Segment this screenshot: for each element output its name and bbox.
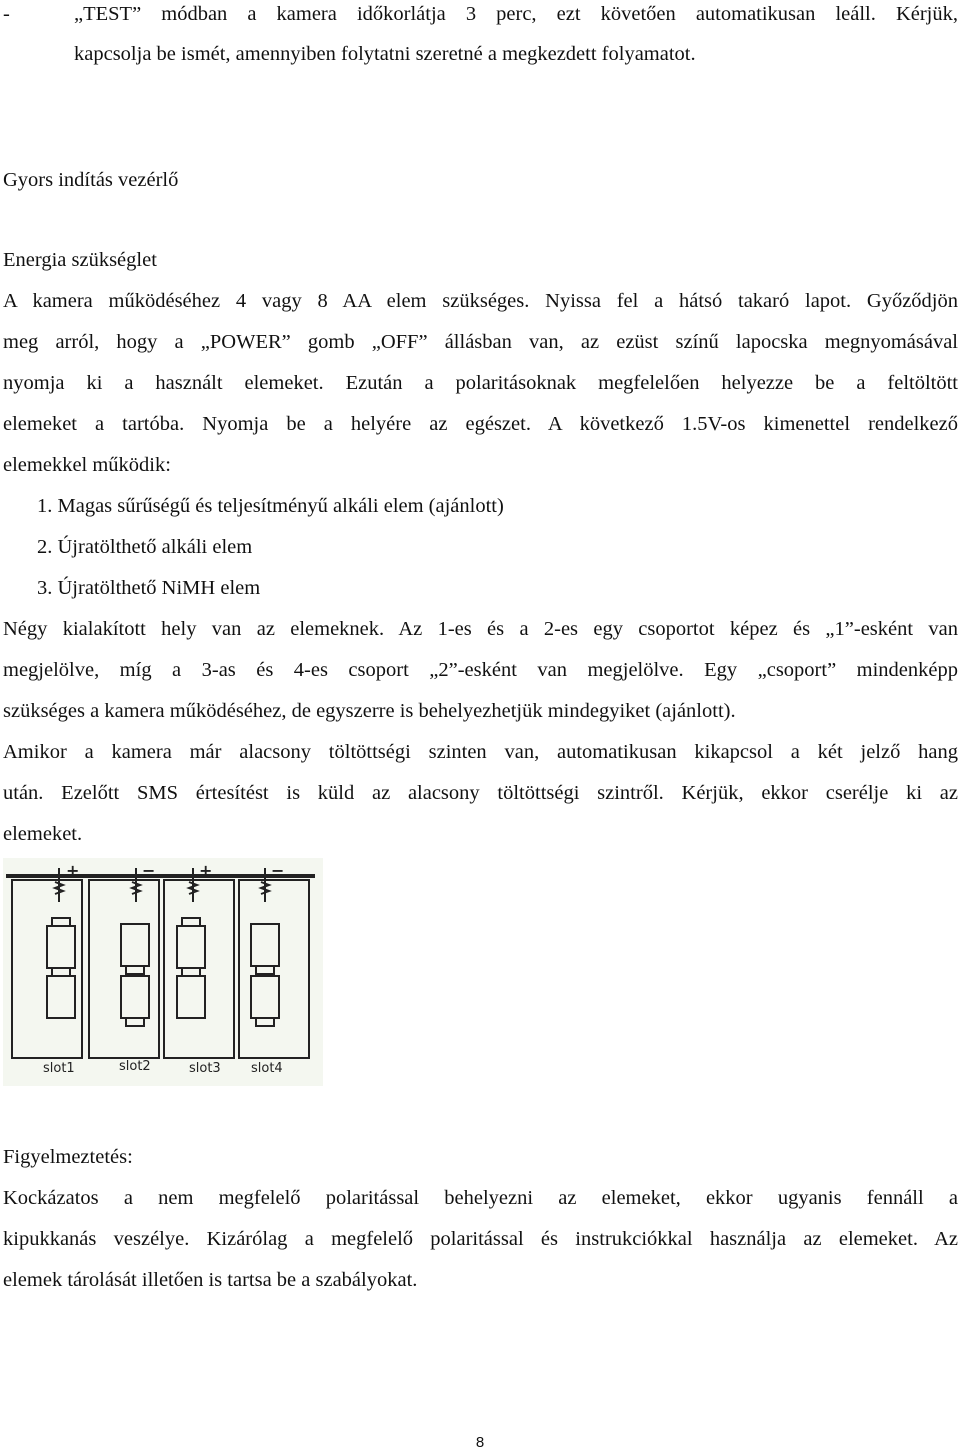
power-paragraph-line: elemekkel működik: — [3, 454, 171, 476]
power-paragraph-line: nyomja ki a használt elemeket. Ezután a polaritásoknak megfelelően helyezze be a feltöltött — [3, 372, 958, 394]
warning-heading: Figyelmeztetés: — [3, 1146, 133, 1168]
test-note-text-1: „TEST” módban a kamera időkorlátja 3 perc, ezt követően automatikusan leáll. Kérjük, — [74, 3, 958, 25]
low-battery-paragraph-line: elemeket. — [3, 823, 83, 845]
polarity-label: + — [199, 861, 213, 880]
power-paragraph-line: meg arról, hogy a „POWER” gomb „OFF” állásban van, az ezüst színű lapocska megnyomásával — [3, 331, 958, 353]
warning-paragraph-line: Kockázatos a nem megfelelő polaritással behelyezni az elemeket, ekkor ugyanis fennáll a — [3, 1187, 958, 1209]
slot-label: slot3 — [189, 1061, 221, 1076]
polarity-label: − — [142, 861, 156, 880]
battery-slots-diagram — [3, 858, 323, 1086]
low-battery-paragraph-line: után. Ezelőtt SMS értesítést is küld az alacsony töltöttségi szintről. Kérjük, ekkor cserélje ki az — [3, 782, 958, 804]
battery-list-item: 2. Újratölthető alkáli elem — [37, 536, 253, 558]
low-battery-paragraph-line: Amikor a kamera már alacsony töltöttségi szinten van, automatikusan kikapcsol a két jelző hang — [3, 741, 958, 763]
heading-power: Energia szükséglet — [3, 249, 157, 271]
heading-quick-start: Gyors indítás vezérlő — [3, 169, 179, 191]
polarity-label: + — [66, 861, 80, 880]
page-number: 8 — [475, 1434, 485, 1451]
slot-label: slot2 — [119, 1059, 151, 1074]
battery-list-item: 3. Újratölthető NiMH elem — [37, 577, 261, 599]
test-note-line-2: kapcsolja be ismét, amennyiben folytatni szeretné a megkezdett folyamatot. — [74, 43, 696, 65]
power-paragraph-line: elemeket a tartóba. Nyomja be a helyére az egészet. A következő 1.5V-os kimenettel rendelkező — [3, 413, 958, 435]
polarity-label: − — [271, 861, 285, 880]
bullet-dash: - — [3, 3, 10, 25]
slot-label: slot4 — [251, 1061, 283, 1076]
battery-list-item: 1. Magas sűrűségű és teljesítményű alkáli elem (ajánlott) — [37, 495, 504, 517]
slot-label: slot1 — [43, 1061, 75, 1076]
warning-paragraph-line: elemek tárolását illetően is tartsa be a szabályokat. — [3, 1269, 418, 1291]
test-note-line-1 — [3, 2, 958, 26]
slots-paragraph-line: Négy kialakított hely van az elemeknek. Az 1-es és a 2-es egy csoportot képez és „1”-esként van — [3, 618, 958, 640]
slots-paragraph-line: szükséges a kamera működéséhez, de egyszerre is behelyezhetjük mindegyiket (ajánlott). — [3, 700, 736, 722]
warning-paragraph-line: kipukkanás veszélye. Kizárólag a megfelelő polaritással és instrukciókkal használja az elemeket. Az — [3, 1228, 958, 1250]
power-paragraph-line: A kamera működéséhez 4 vagy 8 AA elem szükséges. Nyissa fel a hátsó takaró lapot. Győződjön — [3, 290, 958, 312]
slots-paragraph-line: megjelölve, míg a 3-as és 4-es csoport „2”-esként van megjelölve. Egy „csoport” mindenképp — [3, 659, 958, 681]
